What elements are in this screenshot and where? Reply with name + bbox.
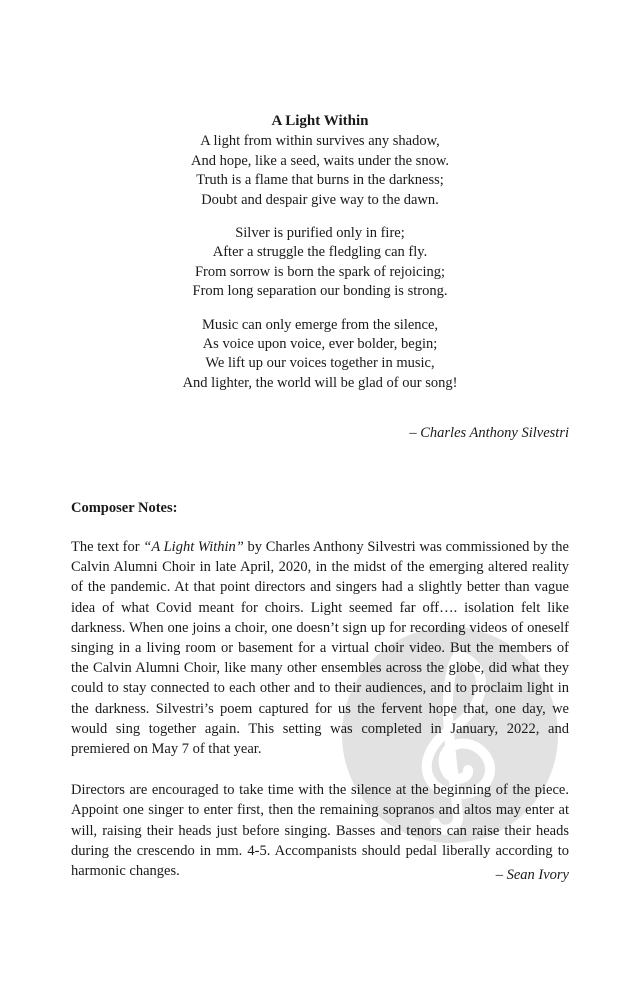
notes-text: The text for — [71, 539, 144, 555]
stanza — [0, 132, 640, 210]
poem-line: Silver is purified only in fire; — [235, 225, 405, 242]
composer-attribution: – Sean Ivory — [495, 867, 569, 883]
stanza — [0, 316, 640, 394]
poem-line: A light from within survives any shadow, — [200, 133, 440, 150]
stanza — [0, 224, 640, 302]
poem-attribution: – Charles Anthony Silvestri — [409, 425, 569, 441]
notes-poem-title: “A Light Within” — [143, 539, 244, 555]
poem — [0, 112, 640, 407]
notes-paragraph: Directors are encouraged to take time with the silence at the beginning of the piece. Appoint one singer to enter first, then the remaining sopranos and altos may enter at will, raising their heads just before singing. Basses and tenors can raise their heads during the crescendo in mm. 4-5. Accompanists should pedal liberally according to harmonic changes. — [71, 782, 569, 880]
poem-line: As voice upon voice, ever bolder, begin; — [202, 336, 438, 353]
poem-line: After a struggle the fledgling can fly. — [212, 244, 428, 261]
poem-line: And hope, like a seed, waits under the snow. — [191, 152, 449, 169]
notes-text: by Charles Anthony Silvestri was commissioned by the Calvin Alumni Choir in late April, 2020, in the midst of the emerging altered reality of the pandemic. At that point directors and singers had a slightly better than vague idea of what Covid meant for choirs. Light seemed far off…. isolation felt like darkness. When one joins a choir, one doesn’t sign up for recording videos of oneself singing in a living room or basement for a virtual choir video. But the members of the Calvin Alumni Choir, like many other ensembles across the globe, did what they could to stay connected to each other and to their audiences, and to proclaim light in the darkness. Silvestri’s poem captured for us the fervent hope that, one day, we would sing together again. This setting was completed in January, 2022, and premiered on May 7 of that year. — [71, 539, 569, 758]
poem-line: Truth is a flame that burns in the darkness; — [196, 172, 444, 189]
composer-notes-body — [71, 537, 569, 902]
notes-paragraph — [71, 537, 569, 759]
poem-line: From long separation our bonding is strong. — [192, 283, 448, 300]
poem-title: A Light Within — [271, 113, 369, 129]
poem-line: We lift up our voices together in music, — [205, 355, 435, 372]
poem-line: Music can only emerge from the silence, — [201, 316, 439, 333]
poem-line: Doubt and despair give way to the dawn. — [201, 191, 439, 208]
poem-line: And lighter, the world will be glad of our song! — [182, 374, 458, 391]
poem-line: From sorrow is born the spark of rejoicing; — [194, 263, 446, 280]
composer-notes-heading: Composer Notes: — [71, 500, 178, 516]
